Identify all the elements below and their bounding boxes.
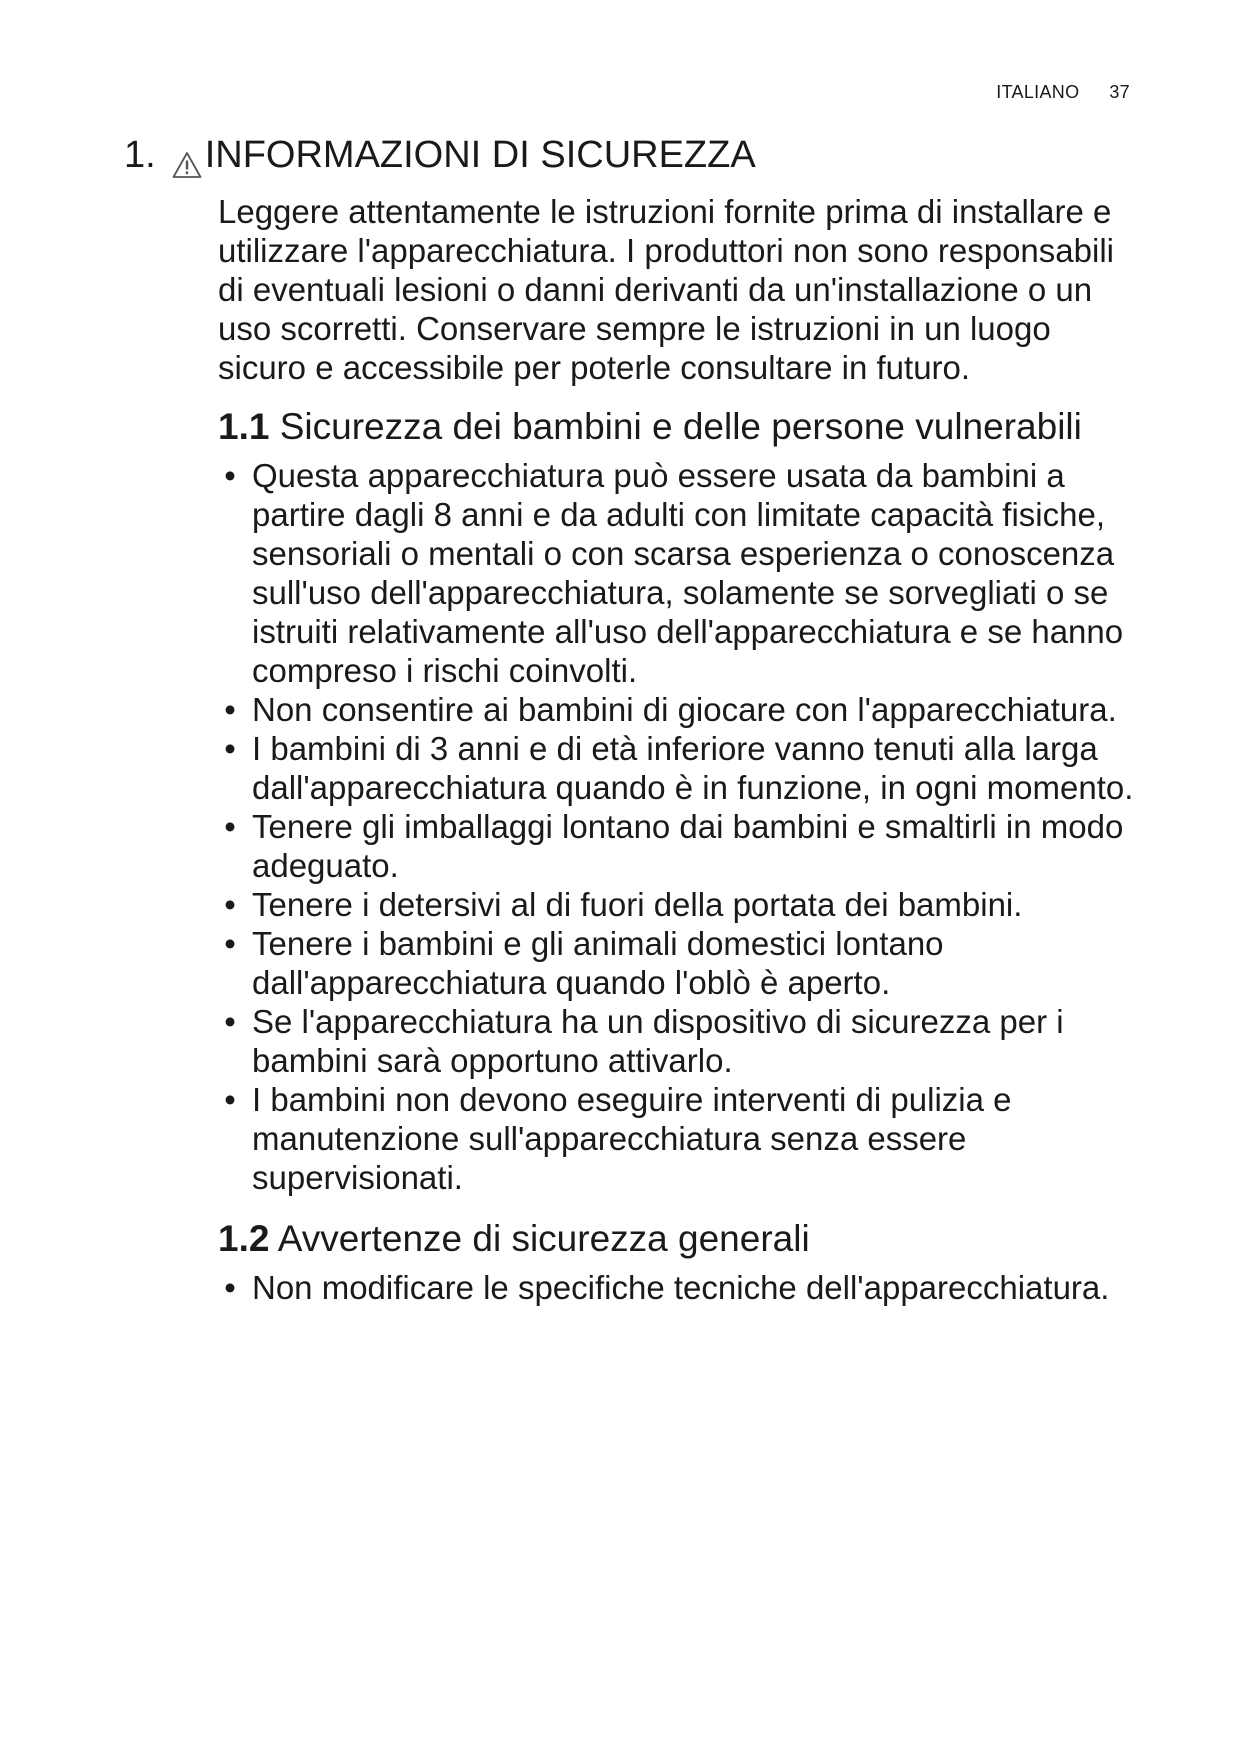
bullet-list-1-1 (218, 456, 1138, 1197)
list-item (218, 924, 1138, 1002)
subsection-heading-1-1 (218, 405, 1138, 448)
list-item (218, 1002, 1138, 1080)
bullet-list-1-2 (218, 1268, 1138, 1307)
section-title (124, 130, 1124, 180)
section-number: 1. (124, 134, 156, 176)
content-column (218, 192, 1138, 1307)
subsection-title: Avvertenze di sicurezza generali (277, 1218, 810, 1259)
intro-paragraph: Leggere attentamente le istruzioni fornite prima di installare e utilizzare l'apparecchiatura. I produttori non sono responsabili di eventuali lesioni o danni derivanti da un'installazione o un uso scorretti. Conservare sempre le istruzioni in un luogo sicuro e accessibile per poterle consultare in futuro. (218, 193, 1114, 386)
page-number: 37 (1109, 81, 1130, 102)
section-title-text: INFORMAZIONI DI SICUREZZA (204, 134, 756, 176)
bullet-icon: • (224, 1081, 236, 1118)
list-item (218, 456, 1138, 690)
list-item-text: Non consentire ai bambini di giocare con l'apparecchiatura. (252, 691, 1117, 728)
subsection-heading-1-2 (218, 1217, 1138, 1260)
list-item-text: Tenere i detersivi al di fuori della portata dei bambini. (252, 886, 1023, 923)
bullet-icon: • (224, 1003, 236, 1040)
list-item-text: Tenere gli imballaggi lontano dai bambini e smaltirli in modo adeguato. (252, 808, 1124, 884)
list-item-text: Questa apparecchiatura può essere usata da bambini a partire dagli 8 anni e da adulti con limitate capacità fisiche, sensoriali o mentali o con scarsa esperienza o conoscenza sull'uso dell'apparecchiatura, solamente se sorvegliati o se istruiti relativamente all'uso dell'apparecchiatura e se hanno compreso i rischi coinvolti. (252, 457, 1124, 689)
list-item-text: Non modificare le specifiche tecniche dell'apparecchiatura. (252, 1269, 1110, 1306)
bullet-icon: • (224, 691, 236, 728)
header-language: ITALIANO (996, 81, 1080, 102)
bullet-icon: • (224, 925, 236, 962)
bullet-icon: • (224, 808, 236, 845)
list-item (218, 885, 1138, 924)
list-item (218, 690, 1138, 729)
list-item (218, 807, 1138, 885)
page-header (900, 80, 1130, 104)
bullet-icon: • (224, 1269, 236, 1306)
list-item-text: I bambini non devono eseguire interventi di pulizia e manutenzione sull'apparecchiatura senza essere supervisionati. (252, 1081, 1012, 1196)
bullet-icon: • (224, 730, 236, 767)
subsection-title: Sicurezza dei bambini e delle persone vulnerabili (279, 406, 1082, 447)
list-item (218, 1080, 1138, 1197)
subsection-number: 1.2 (218, 1218, 270, 1259)
bullet-icon: • (224, 886, 236, 923)
list-item (218, 729, 1138, 807)
bullet-icon: • (224, 457, 236, 494)
warning-triangle-icon (172, 142, 202, 170)
list-item (218, 1268, 1138, 1307)
list-item-text: Se l'apparecchiatura ha un dispositivo di sicurezza per i bambini sarà opportuno attivarlo. (252, 1003, 1064, 1079)
subsection-number: 1.1 (218, 406, 270, 447)
list-item-text: I bambini di 3 anni e di età inferiore vanno tenuti alla larga dall'apparecchiatura quando è in funzione, in ogni momento. (252, 730, 1134, 806)
list-item-text: Tenere i bambini e gli animali domestici lontano dall'apparecchiatura quando l'oblò è aperto. (252, 925, 944, 1001)
